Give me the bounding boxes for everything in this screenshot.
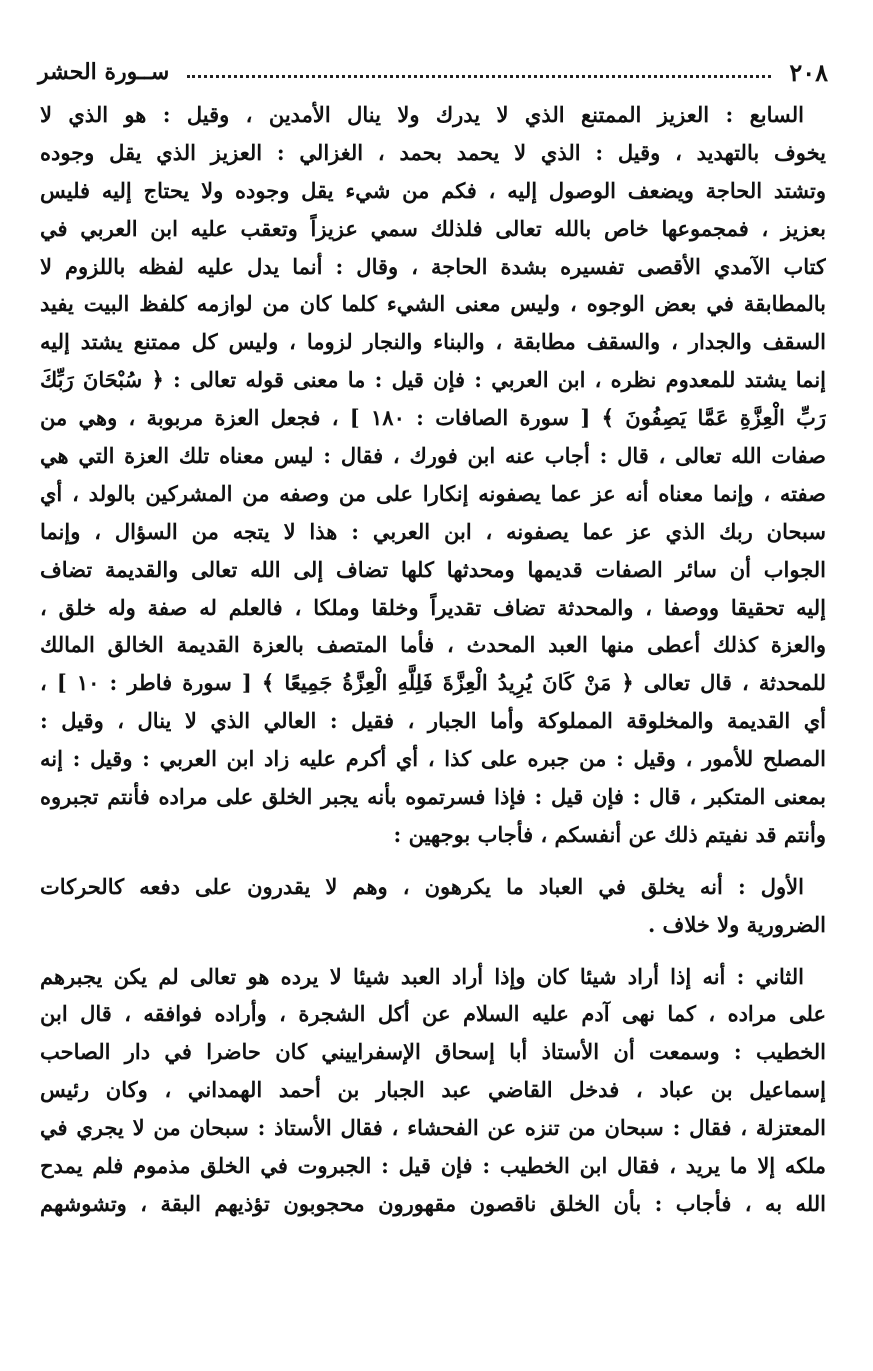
surah-title: ســورة الحشر bbox=[38, 59, 170, 85]
text-line: بعزيز ، فمجموعها خاص بالله تعالى فلذلك سمي عزيزاً وتعقب عليه ابن العربي في bbox=[40, 215, 826, 241]
text-line: الضرورية ولا خلاف . bbox=[647, 911, 826, 937]
text-line: إسماعيل بن عباد ، فدخل القاضي عبد الجبار بن أحمد الهمداني ، وكان رئيس bbox=[40, 1077, 826, 1103]
text-line: يخوف بالتهديد ، وقيل : الذي لا يحمد بحمد ، الغزالي : العزيز الذي يقل وجوده bbox=[40, 139, 826, 165]
paragraph bbox=[40, 868, 826, 944]
text-line: الخطيب : وسمعت أن الأستاذ أبا إسحاق الإسفراييني كان حاضرا في دار الصاحب bbox=[40, 1039, 826, 1065]
paragraph bbox=[40, 96, 826, 854]
text-line: الله به ، فأجاب : بأن الخلق ناقصون مقهورون محجوبون تؤذيهم البقة ، وتشوشهم bbox=[40, 1190, 826, 1216]
text-line: الأول : أنه يخلق في العباد ما يكرهون ، وهم لا يقدرون على دفعه كالحركات bbox=[40, 873, 804, 899]
text-line: كتاب الآمدي الأقصى تفسيره بشدة الحاجة ، وقال : أنما يدل عليه لفظه باللزوم لا bbox=[40, 253, 826, 279]
text-line: صفات الله تعالى ، قال : أجاب عنه ابن فورك ، فقال : ليس معناه تلك العزة التي هي bbox=[40, 443, 826, 469]
text-line: بالمطابقة في بعض الوجوه ، وليس معنى الشيء كلما كان من لوازمه كلفظ البيت يفيد bbox=[40, 291, 826, 317]
text-line: المصلح للأمور ، وقيل : من جبره على كذا ، أي أكرم عليه زاد ابن العربي : وقيل : إنه bbox=[40, 746, 826, 772]
text-line: الجواب أن سائر الصفات قديمها ومحدثها كلها تضاف إلى الله تعالى والقديمة تضاف bbox=[40, 556, 826, 582]
page-number: ٢٠٨ bbox=[789, 57, 828, 87]
text-line: ملكه إلا ما يريد ، فقال ابن الخطيب : فإن قيل : الجبروت في الخلق مذموم فلم يمدح bbox=[40, 1153, 826, 1179]
text-line: وأنتم قد نفيتم ذلك عن أنفسكم ، فأجاب بوجهين : bbox=[393, 821, 826, 847]
text-line: والعزة كذلك أعطى منها العبد المحدث ، فأما المتصف بالعزة القديمة الخالق المالك bbox=[40, 632, 826, 658]
text-line: الثاني : أنه إذا أراد شيئا كان وإذا أراد العبد شيئا لا يرده هو تعالى لم يكن يجبرهم bbox=[40, 963, 804, 989]
text-line: إنما يشتد للمعدوم نظره ، ابن العربي : فإن قيل : ما معنى قوله تعالى : ﴿ سُبْحَانَ رَبِّكَ bbox=[40, 367, 826, 393]
text-line: صفته ، وإنما معناه أنه عز عما يصفونه إنكارا على من وصفه من المشركين بالولد ، أي bbox=[40, 480, 826, 506]
text-line: على مراده ، كما نهى آدم عليه السلام عن أكل الشجرة ، وأراده فوافقه ، قال ابن bbox=[40, 1001, 826, 1027]
body-text bbox=[40, 96, 826, 1223]
text-line: وتشتد الحاجة ويضعف الوصول إليه ، فكم من شيء يقل وجوده ولا يحتاج إليه فليس bbox=[40, 177, 826, 203]
text-line: سبحان ربك الذي عز عما يصفونه ، ابن العربي : هذا لا يتجه من السؤال ، وإنما bbox=[40, 518, 826, 544]
page-header bbox=[38, 56, 828, 88]
text-line: رَبِّ الْعِزَّةِ عَمَّا يَصِفُونَ ﴾ [ سورة الصافات : ١٨٠ ] ، فجعل العزة مربوبة ، وهي من bbox=[40, 405, 826, 431]
header-dotted-rule bbox=[187, 75, 771, 78]
paragraph bbox=[40, 958, 826, 1223]
text-line: أي القديمة والمخلوقة المملوكة وأما الجبار ، فقيل : العالي الذي لا ينال ، وقيل : bbox=[40, 708, 826, 734]
text-line: إليه تحقيقا ووصفا ، والمحدثة تضاف تقديراً وخلقا وملكا ، فالعلم له صفة وله خلق ، bbox=[40, 594, 826, 620]
text-line: السقف والجدار ، والسقف مطابقة ، والبناء والنجار لزوما ، وليس كل ممتنع يشتد إليه bbox=[40, 329, 826, 355]
text-line: للمحدثة ، قال تعالى ﴿ مَنْ كَانَ يُرِيدُ الْعِزَّةَ فَلِلَّهِ الْعِزَّةُ جَمِيعًا ﴾ [ سورة فاطر : ١٠ ] ، bbox=[40, 670, 826, 696]
text-line: المعتزلة ، فقال : سبحان من تنزه عن الفحشاء ، فقال الأستاذ : سبحان من لا يجري في bbox=[40, 1115, 826, 1141]
text-line: السابع : العزيز الممتنع الذي لا يدرك ولا ينال الأمدين ، وقيل : هو الذي لا bbox=[40, 102, 804, 127]
text-line: بمعنى المتكبر ، قال : فإن قيل : فإذا فسرتموه بأنه يجبر الخلق على مراده فأنتم تجبروه bbox=[40, 784, 826, 810]
